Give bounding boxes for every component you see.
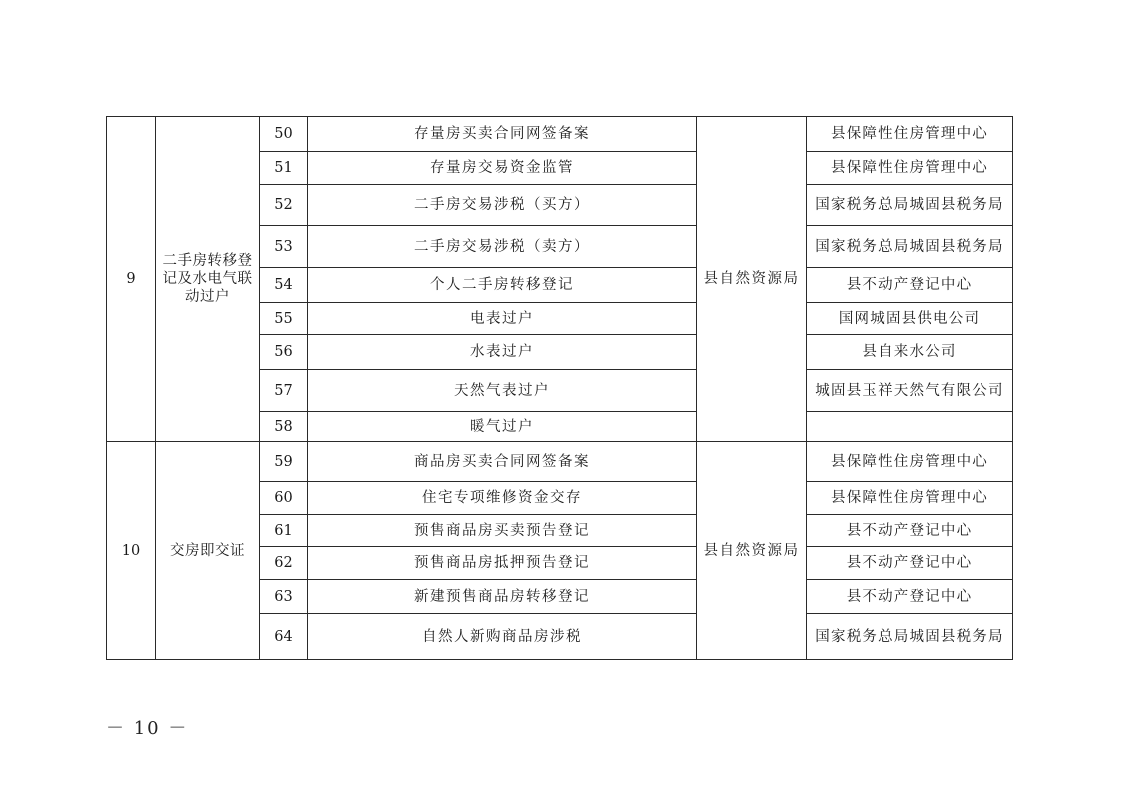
- item-number: 52: [260, 185, 308, 226]
- item-number: 60: [260, 482, 308, 515]
- item-number: 57: [260, 370, 308, 412]
- item-name: 电表过户: [308, 303, 697, 335]
- table-row: [107, 117, 1013, 152]
- item-number: 54: [260, 268, 308, 303]
- item-number: 51: [260, 152, 308, 185]
- item-name: 住宅专项维修资金交存: [308, 482, 697, 515]
- responsible-unit: 国家税务总局城固县税务局: [807, 185, 1013, 226]
- item-number: 50: [260, 117, 308, 152]
- group-category: 二手房转移登记及水电气联动过户: [156, 117, 260, 442]
- item-name: 二手房交易涉税（卖方）: [308, 226, 697, 268]
- item-number: 56: [260, 335, 308, 370]
- item-name: 新建预售商品房转移登记: [308, 580, 697, 614]
- item-name: 存量房买卖合同网签备案: [308, 117, 697, 152]
- responsible-unit: 县不动产登记中心: [807, 547, 1013, 580]
- item-name: 二手房交易涉税（买方）: [308, 185, 697, 226]
- lead-unit: 县自然资源局: [697, 117, 807, 442]
- responsible-unit: [807, 412, 1013, 442]
- item-number: 59: [260, 442, 308, 482]
- responsible-unit: 城固县玉祥天然气有限公司: [807, 370, 1013, 412]
- group-number: 10: [107, 442, 156, 660]
- item-name: 预售商品房买卖预告登记: [308, 515, 697, 547]
- item-name: 天然气表过户: [308, 370, 697, 412]
- responsible-unit: 县不动产登记中心: [807, 580, 1013, 614]
- item-name: 商品房买卖合同网签备案: [308, 442, 697, 482]
- responsible-unit: 县保障性住房管理中心: [807, 117, 1013, 152]
- responsible-unit: 县保障性住房管理中心: [807, 152, 1013, 185]
- responsible-unit: 县保障性住房管理中心: [807, 482, 1013, 515]
- group-number: 9: [107, 117, 156, 442]
- item-name: 暖气过户: [308, 412, 697, 442]
- responsible-unit: 县不动产登记中心: [807, 515, 1013, 547]
- item-number: 62: [260, 547, 308, 580]
- item-name: 个人二手房转移登记: [308, 268, 697, 303]
- responsible-unit: 国家税务总局城固县税务局: [807, 614, 1013, 660]
- item-number: 61: [260, 515, 308, 547]
- group-category: 交房即交证: [156, 442, 260, 660]
- item-name: 水表过户: [308, 335, 697, 370]
- item-number: 55: [260, 303, 308, 335]
- item-number: 53: [260, 226, 308, 268]
- responsible-unit: 国网城固县供电公司: [807, 303, 1013, 335]
- page-number: － 10 －: [106, 718, 189, 739]
- item-name: 自然人新购商品房涉税: [308, 614, 697, 660]
- item-name: 存量房交易资金监管: [308, 152, 697, 185]
- table-row: [107, 442, 1013, 482]
- responsible-unit: 县不动产登记中心: [807, 268, 1013, 303]
- item-number: 58: [260, 412, 308, 442]
- lead-unit: 县自然资源局: [697, 442, 807, 660]
- item-name: 预售商品房抵押预告登记: [308, 547, 697, 580]
- item-number: 63: [260, 580, 308, 614]
- document-table: [106, 116, 1013, 660]
- responsible-unit: 县自来水公司: [807, 335, 1013, 370]
- responsible-unit: 国家税务总局城固县税务局: [807, 226, 1013, 268]
- item-number: 64: [260, 614, 308, 660]
- responsible-unit: 县保障性住房管理中心: [807, 442, 1013, 482]
